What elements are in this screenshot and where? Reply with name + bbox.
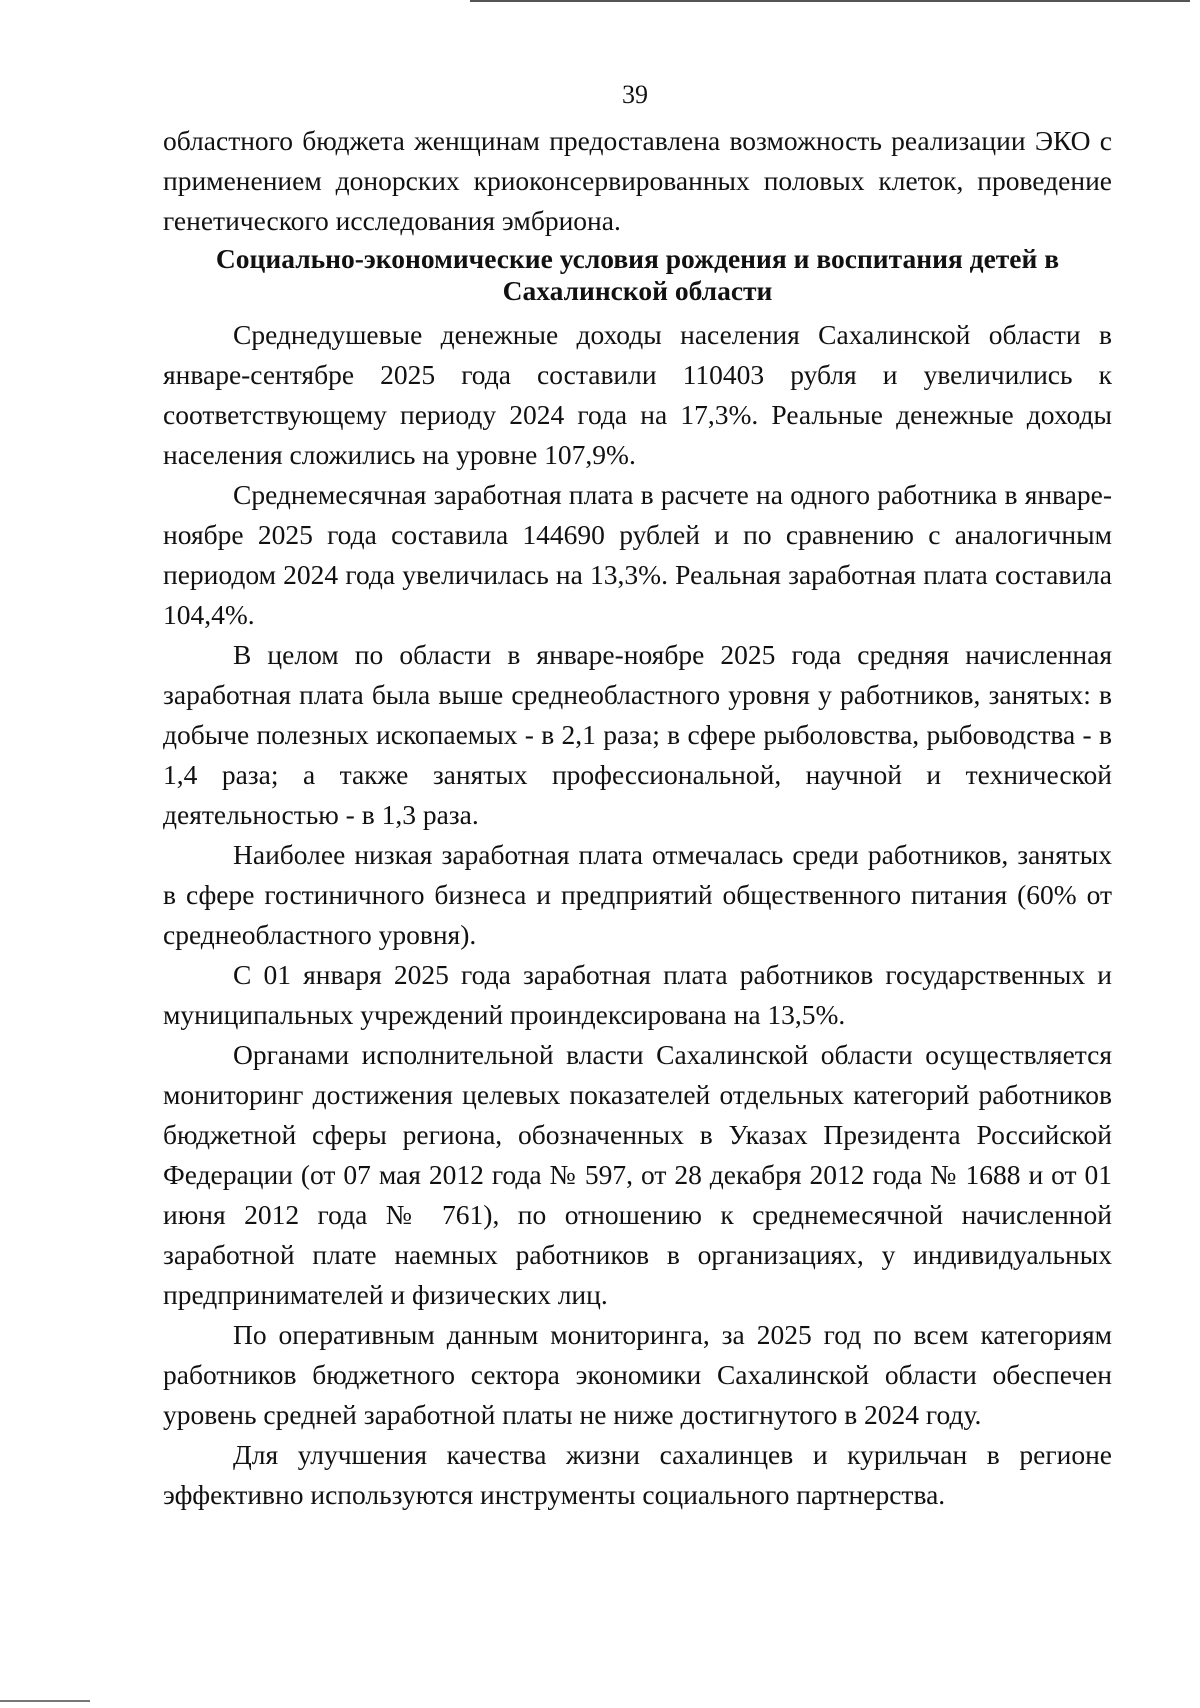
top-scan-rule (470, 0, 1190, 2)
paragraph-monitoring-results: По оперативным данным мониторинга, за 2025 год по всем категориям работников бюджетного сектора экономики Сахалинской области обеспечен уровень средней заработной платы не ниже достигнутого в 2024 году. (163, 1319, 1112, 1430)
paragraph-social-partnership: Для улучшения качества жизни сахалинцев и курильчан в регионе эффективно используются инструменты социального партнерства. (163, 1439, 1112, 1510)
paragraph-income: Среднедушевые денежные доходы населения Сахалинской области в январе-сентябре 2025 года составили 110403 рубля и увеличились к соответствующему периоду 2024 года на 17,3%. Реальные денежные доходы населения сложились на уровне 107,9%. (163, 319, 1112, 470)
document-body (163, 121, 1112, 1515)
paragraph-salary-by-sector: В целом по области в январе-ноябре 2025 года средняя начисленная заработная плата была выше среднеобластного уровня у работников, занятых: в добыче полезных ископаемых - в 2,1 раза; в сфере рыболовства, рыбоводства - в 1,4 раза; а также занятых профессиональной, научной и технической деятельностью - в 1,3 раза. (163, 639, 1112, 830)
page-number: 39 (622, 80, 648, 109)
paragraph-average-salary: Среднемесячная заработная плата в расчете на одного работника в январе-ноябре 2025 года составила 144690 рублей и по сравнению с аналогичным периодом 2024 года увеличилась на 13,3%. Реальная заработная плата составила 104,4%. (163, 479, 1112, 630)
section-heading (163, 243, 1112, 307)
section-heading-line-2: Сахалинской области (502, 275, 773, 306)
intro-paragraph: областного бюджета женщинам предоставлена возможность реализации ЭКО с применением донорских криоконсервированных половых клеток, проведение генетического исследования эмбриона. (163, 125, 1112, 236)
section-heading-line-1: Социально-экономические условия рождения и воспитания детей в (215, 243, 1060, 274)
paragraph-indexation: С 01 января 2025 года заработная плата работников государственных и муниципальных учреждений проиндексирована на 13,5%. (163, 959, 1112, 1030)
paragraph-monitoring: Органами исполнительной власти Сахалинской области осуществляется мониторинг достижения целевых показателей отдельных категорий работников бюджетной сферы региона, обозначенных в Указах Президента Российской Федерации (от 07 мая 2012 года № 597, от 28 декабря 2012 года № 1688 и от 01 июня 2012 года № 761), по отношению к среднемесячной начисленной заработной плате наемных работников в организациях, у индивидуальных предпринимателей и физических лиц. (163, 1039, 1112, 1310)
paragraph-lowest-salary: Наиболее низкая заработная плата отмечалась среди работников, занятых в сфере гостиничного бизнеса и предприятий общественного питания (60% от среднеобластного уровня). (163, 839, 1112, 950)
bottom-scan-mark (0, 1700, 90, 1702)
